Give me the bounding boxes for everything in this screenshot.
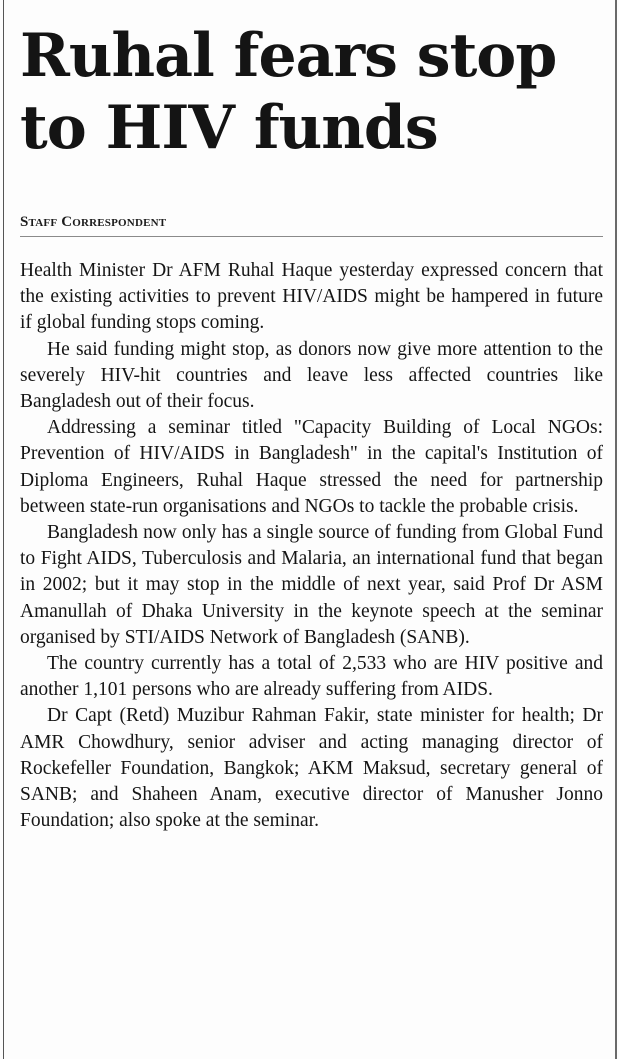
paragraph: Bangladesh now only has a single source of funding from Global Fund to Fight AIDS, Tuberculosis and Malaria, an international fund that began in 2002; but it may stop in the middle of next year, said Prof Dr ASM Amanullah of Dhaka University in the keynote speech at the seminar organised by STI/AIDS Network of Bangladesh (SANB). [20,522,603,648]
paragraph: He said funding might stop, as donors now give more attention to the severely HIV-hit countries and leave less affected countries like Bangladesh out of their focus. [20,338,603,413]
byline: Staff Correspondent [20,214,603,237]
paragraph: Addressing a seminar titled "Capacity Building of Local NGOs: Prevention of HIV/AIDS in Bangladesh" in the capital's Institution of Diploma Engineers, Ruhal Haque stressed the need for partnership between state-run organisations and NGOs to tackle the probable crisis. [20,417,603,517]
paragraph: The country currently has a total of 2,533 who are HIV positive and another 1,101 persons who are already suffering from AIDS. [20,653,603,701]
paragraph: Health Minister Dr AFM Ruhal Haque yesterday expressed concern that the existing activities to prevent HIV/AIDS might be hampered in future if global funding stops coming. [20,260,603,334]
article-body [20,258,603,834]
right-column-rule [615,0,617,1059]
headline: Ruhal fears stop to HIV funds [20,21,557,163]
paragraph: Dr Capt (Retd) Muzibur Rahman Fakir, state minister for health; Dr AMR Chowdhury, senior adviser and acting managing director of Rockefeller Foundation, Bangkok; AKM Maksud, secretary general of SANB; and Shaheen Anam, executive director of Manusher Jonno Foundation; also spoke at the seminar. [20,705,603,832]
left-column-rule [3,0,4,1059]
